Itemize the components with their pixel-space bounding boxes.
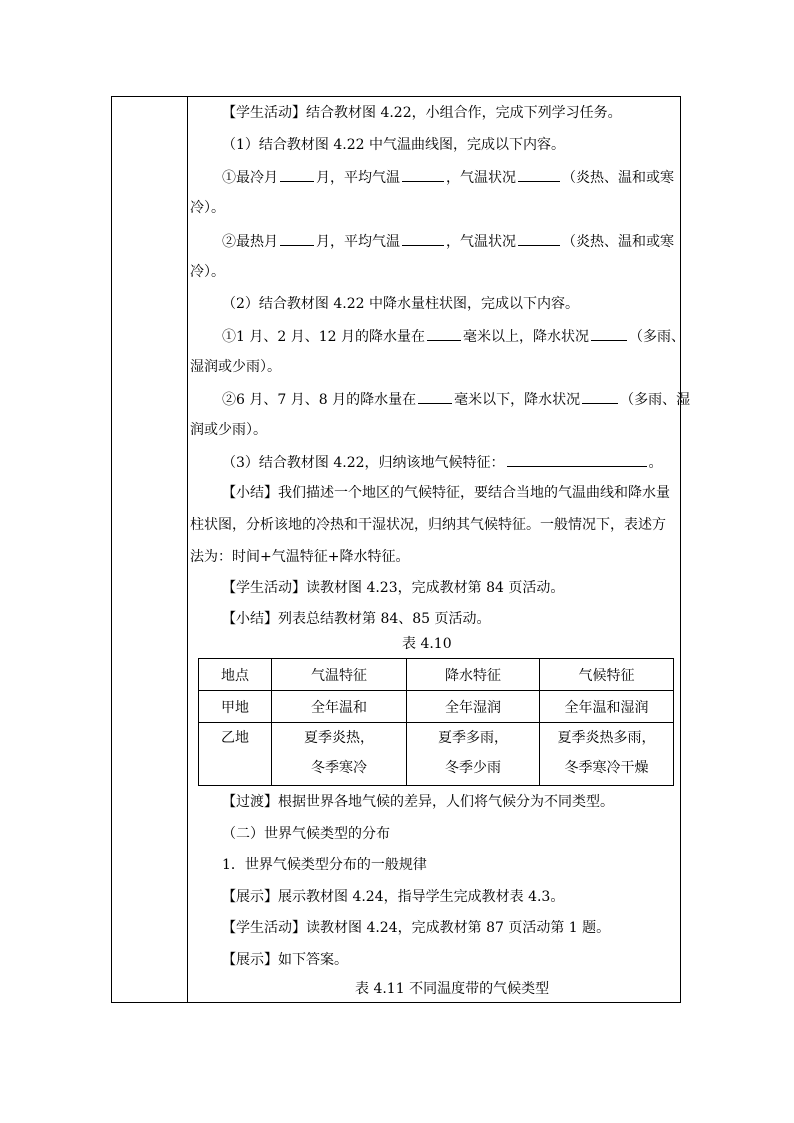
text-line [222,166,674,188]
table-cell: 全年温和 [272,691,407,723]
text-segment: （炎热、温和或寒 [562,170,674,186]
text-segment: （多雨、湿 [620,392,691,408]
text-segment: 月，平均气温 [316,234,400,250]
climate-table-4-10 [198,658,674,786]
text-segment: 毫米以下，降水状况 [454,392,581,408]
text-line [222,451,663,473]
text-line: 1．世界气候类型分布的一般规律 [222,857,427,873]
cell-text: 冬季寒冷 [311,760,367,776]
table-cell: 甲地 [199,691,272,723]
header-cell: 气温特征 [272,659,407,691]
fill-blank[interactable] [280,166,314,182]
text-line: 冷）。 [190,200,225,216]
cell-text: 夏季炎热， [304,730,374,746]
text-segment: （3）结合教材图 4.22，归纳该地气候特征： [222,455,505,471]
header-cell: 气候特征 [540,659,674,691]
text-line: 润或少雨）。 [190,422,267,438]
cell-text: 夏季多雨， [438,730,508,746]
table-cell: 全年温和湿润 [540,691,674,723]
text-line: 【学生活动】读教材图 4.24，完成教材第 87 页活动第 1 题。 [222,920,611,936]
text-segment: ②6 月、7 月、8 月的降水量在 [222,392,417,408]
text-segment: ，气温状况 [446,234,516,250]
fill-blank[interactable] [418,388,452,404]
fill-blank[interactable] [507,451,647,467]
fill-blank[interactable] [582,388,618,404]
text-line: 柱状图，分析该地的冷热和干湿状况，归纳其气候特征。一般情况下，表述方 [190,517,666,533]
fill-blank[interactable] [402,166,444,182]
text-line: 【小结】列表总结教材第 84、85 页活动。 [222,611,491,627]
fill-blank[interactable] [591,325,627,341]
fill-blank[interactable] [518,166,560,182]
table-cell [540,723,674,786]
text-line: （1）结合教材图 4.22 中气温曲线图，完成以下内容。 [222,137,565,153]
table-row [199,691,674,723]
text-line: （二）世界气候类型的分布 [222,826,390,842]
header-cell: 地点 [199,659,272,691]
text-segment: 月，平均气温 [316,170,400,186]
text-line: 【展示】展示教材图 4.24，指导学生完成教材表 4.3。 [222,889,565,905]
table-caption: 表 4.10 [402,636,452,652]
text-segment: 毫米以上，降水状况 [462,329,589,345]
fill-blank[interactable] [402,230,444,246]
fill-blank[interactable] [518,230,560,246]
fill-blank[interactable] [427,325,461,341]
table-cell [272,723,407,786]
cell-text: 冬季少雨 [445,760,501,776]
table-cell [407,723,540,786]
cell-text: 冬季寒冷干燥 [564,760,649,776]
text-line: （2）结合教材图 4.22 中降水量柱状图，完成以下内容。 [222,296,579,312]
text-line: 【展示】如下答案。 [222,952,348,968]
table-header-row [199,659,674,691]
table-row [199,723,674,786]
cell-text: 乙地 [221,730,249,746]
text-line: 【小结】我们描述一个地区的气候特征，要结合当地的气温曲线和降水量 [222,485,670,501]
text-line: 【学生活动】结合教材图 4.22，小组合作，完成下列学习任务。 [222,105,622,121]
text-line: 冷）。 [190,264,225,280]
text-segment: ②最热月 [222,234,278,250]
text-segment: ，气温状况 [446,170,516,186]
text-segment: ①最冷月 [222,170,278,186]
text-line: 【过渡】根据世界各地气候的差异，人们将气候分为不同类型。 [222,794,614,810]
text-segment: ①1 月、2 月、12 月的降水量在 [222,329,425,345]
text-segment: （多雨、 [628,329,685,345]
table-caption: 表 4.11 不同温度带的气候类型 [355,981,550,997]
text-line: 湿润或少雨）。 [190,359,281,375]
table-cell: 全年湿润 [407,691,540,723]
cell-text: 夏季炎热多雨， [557,730,656,746]
header-cell: 降水特征 [407,659,540,691]
text-line: 【学生活动】读教材图 4.23，完成教材第 84 页活动。 [222,580,565,596]
text-line [222,325,685,347]
text-line [222,230,674,252]
text-line [222,388,690,410]
fill-blank[interactable] [280,230,314,246]
table-cell [199,723,272,786]
text-line: 法为：时间+气温特征+降水特征。 [190,549,410,565]
text-segment: 。 [648,455,663,471]
column-divider [187,97,188,1002]
text-segment: （炎热、温和或寒 [562,234,674,250]
